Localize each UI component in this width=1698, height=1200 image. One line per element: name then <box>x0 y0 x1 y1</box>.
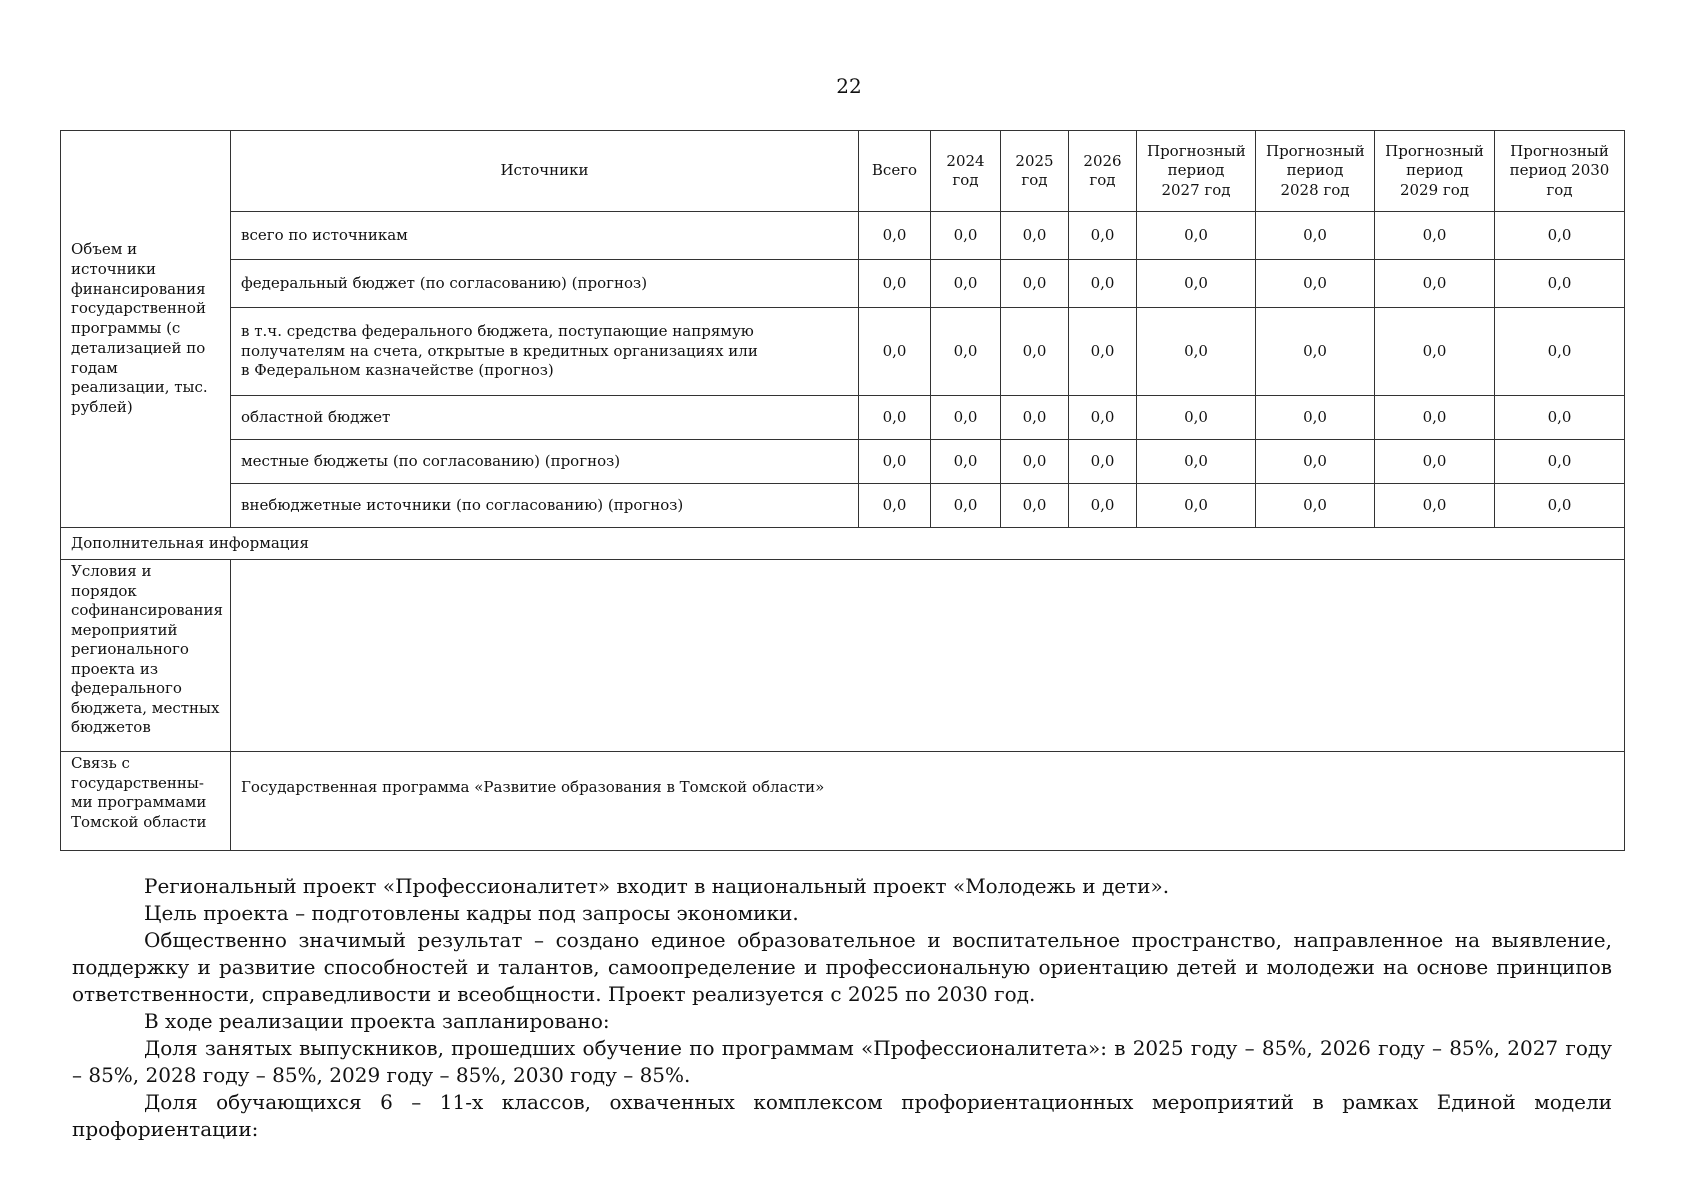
value-cell: 0,0 <box>859 396 931 440</box>
value-cell: 0,0 <box>1495 260 1625 308</box>
table-row <box>61 212 1625 260</box>
header-2028: Прогнозный период 2028 год <box>1256 131 1375 212</box>
header-sources: Источники <box>231 131 859 212</box>
value-cell: 0,0 <box>1137 440 1256 484</box>
value-cell: 0,0 <box>1069 212 1137 260</box>
paragraph: Цель проекта – подготовлены кадры под запросы экономики. <box>144 901 799 925</box>
value-cell: 0,0 <box>931 260 1001 308</box>
value-cell: 0,0 <box>1137 260 1256 308</box>
value-cell: 0,0 <box>1069 308 1137 396</box>
body-text <box>72 873 1612 1143</box>
header-2025: 2025 год <box>1001 131 1069 212</box>
value-cell: 0,0 <box>859 308 931 396</box>
header-2024: 2024 год <box>931 131 1001 212</box>
header-total: Всего <box>859 131 931 212</box>
value-cell: 0,0 <box>931 396 1001 440</box>
value-cell: 0,0 <box>1256 308 1375 396</box>
value-cell: 0,0 <box>1256 396 1375 440</box>
table-row <box>61 396 1625 440</box>
header-2029: Прогнозный период 2029 год <box>1375 131 1495 212</box>
value-cell: 0,0 <box>1069 484 1137 528</box>
source-cell: в т.ч. средства федерального бюджета, поступающие напрямую получателям на счета, открытые в кредитных организациях или в Федеральном казначействе (прогноз) <box>231 308 859 396</box>
table-row <box>61 440 1625 484</box>
additional-info-row <box>61 528 1625 560</box>
value-cell: 0,0 <box>1069 260 1137 308</box>
program-link-label: Связь с государственны-ми программами Томской области <box>61 752 231 851</box>
header-2030: Прогнозный период 2030 год <box>1495 131 1625 212</box>
header-2026: 2026 год <box>1069 131 1137 212</box>
table-row <box>61 260 1625 308</box>
value-cell: 0,0 <box>1001 440 1069 484</box>
value-cell: 0,0 <box>1069 440 1137 484</box>
cofinancing-row <box>61 560 1625 752</box>
value-cell: 0,0 <box>1001 212 1069 260</box>
program-link-value: Государственная программа «Развитие образования в Томской области» <box>231 752 1625 851</box>
paragraph: Общественно значимый результат – создано единое образовательное и воспитательное пространство, направленное на выявление, поддержку и развитие способностей и талантов, самоопределение и профессиональную ориентацию детей и молодежи на основе принципов ответственности, справедливости и всеобщности. Проект реализуется с 2025 по 2030 год. <box>72 928 1612 1006</box>
value-cell: 0,0 <box>931 484 1001 528</box>
additional-info-title: Дополнительная информация <box>61 528 1625 560</box>
value-cell: 0,0 <box>1256 440 1375 484</box>
value-cell: 0,0 <box>1256 212 1375 260</box>
cofinancing-value <box>231 560 1625 752</box>
table-row <box>61 484 1625 528</box>
value-cell: 0,0 <box>1256 484 1375 528</box>
value-cell: 0,0 <box>1375 260 1495 308</box>
value-cell: 0,0 <box>859 212 931 260</box>
value-cell: 0,0 <box>1375 440 1495 484</box>
value-cell: 0,0 <box>931 308 1001 396</box>
table-row <box>61 308 1625 396</box>
value-cell: 0,0 <box>859 440 931 484</box>
value-cell: 0,0 <box>1001 396 1069 440</box>
value-cell: 0,0 <box>1495 308 1625 396</box>
value-cell: 0,0 <box>931 212 1001 260</box>
value-cell: 0,0 <box>1001 484 1069 528</box>
header-2027: Прогнозный период 2027 год <box>1137 131 1256 212</box>
source-cell: внебюджетные источники (по согласованию) (прогноз) <box>231 484 859 528</box>
paragraph: Доля занятых выпускников, прошедших обучение по программам «Профессионалитета»: в 2025 году – 85%, 2026 году – 85%, 2027 году – 85%, 2028 году – 85%, 2029 году – 85%, 2030 году – 85%. <box>72 1036 1612 1087</box>
value-cell: 0,0 <box>1069 396 1137 440</box>
value-cell: 0,0 <box>931 440 1001 484</box>
value-cell: 0,0 <box>1137 308 1256 396</box>
value-cell: 0,0 <box>1495 440 1625 484</box>
value-cell: 0,0 <box>1375 484 1495 528</box>
paragraph: Доля обучающихся 6 – 11-х классов, охваченных комплексом профориентационных мероприятий в рамках Единой модели профориентации: <box>72 1090 1612 1141</box>
value-cell: 0,0 <box>1495 212 1625 260</box>
value-cell: 0,0 <box>1256 260 1375 308</box>
cofinancing-label: Условия и порядок софинансирования мероприятий регионального проекта из федерального бюджета, местных бюджетов <box>61 560 231 752</box>
table-header-row <box>61 131 1625 212</box>
paragraph: В ходе реализации проекта запланировано: <box>144 1009 610 1033</box>
value-cell: 0,0 <box>1375 212 1495 260</box>
value-cell: 0,0 <box>1495 484 1625 528</box>
source-cell: федеральный бюджет (по согласованию) (прогноз) <box>231 260 859 308</box>
value-cell: 0,0 <box>1137 212 1256 260</box>
page-number: 22 <box>836 74 862 98</box>
source-cell: местные бюджеты (по согласованию) (прогноз) <box>231 440 859 484</box>
paragraph: Региональный проект «Профессионалитет» входит в национальный проект «Молодежь и дети». <box>144 874 1170 898</box>
value-cell: 0,0 <box>1137 396 1256 440</box>
source-cell: областной бюджет <box>231 396 859 440</box>
value-cell: 0,0 <box>1375 396 1495 440</box>
value-cell: 0,0 <box>1001 308 1069 396</box>
program-link-row <box>61 752 1625 851</box>
value-cell: 0,0 <box>1495 396 1625 440</box>
value-cell: 0,0 <box>859 484 931 528</box>
finance-row-label: Объем и источники финансирования государственной программы (с детализацией по годам реализации, тыс. рублей) <box>61 131 231 528</box>
value-cell: 0,0 <box>1001 260 1069 308</box>
source-cell: всего по источникам <box>231 212 859 260</box>
value-cell: 0,0 <box>1137 484 1256 528</box>
value-cell: 0,0 <box>1375 308 1495 396</box>
finance-table <box>60 130 1625 851</box>
value-cell: 0,0 <box>859 260 931 308</box>
